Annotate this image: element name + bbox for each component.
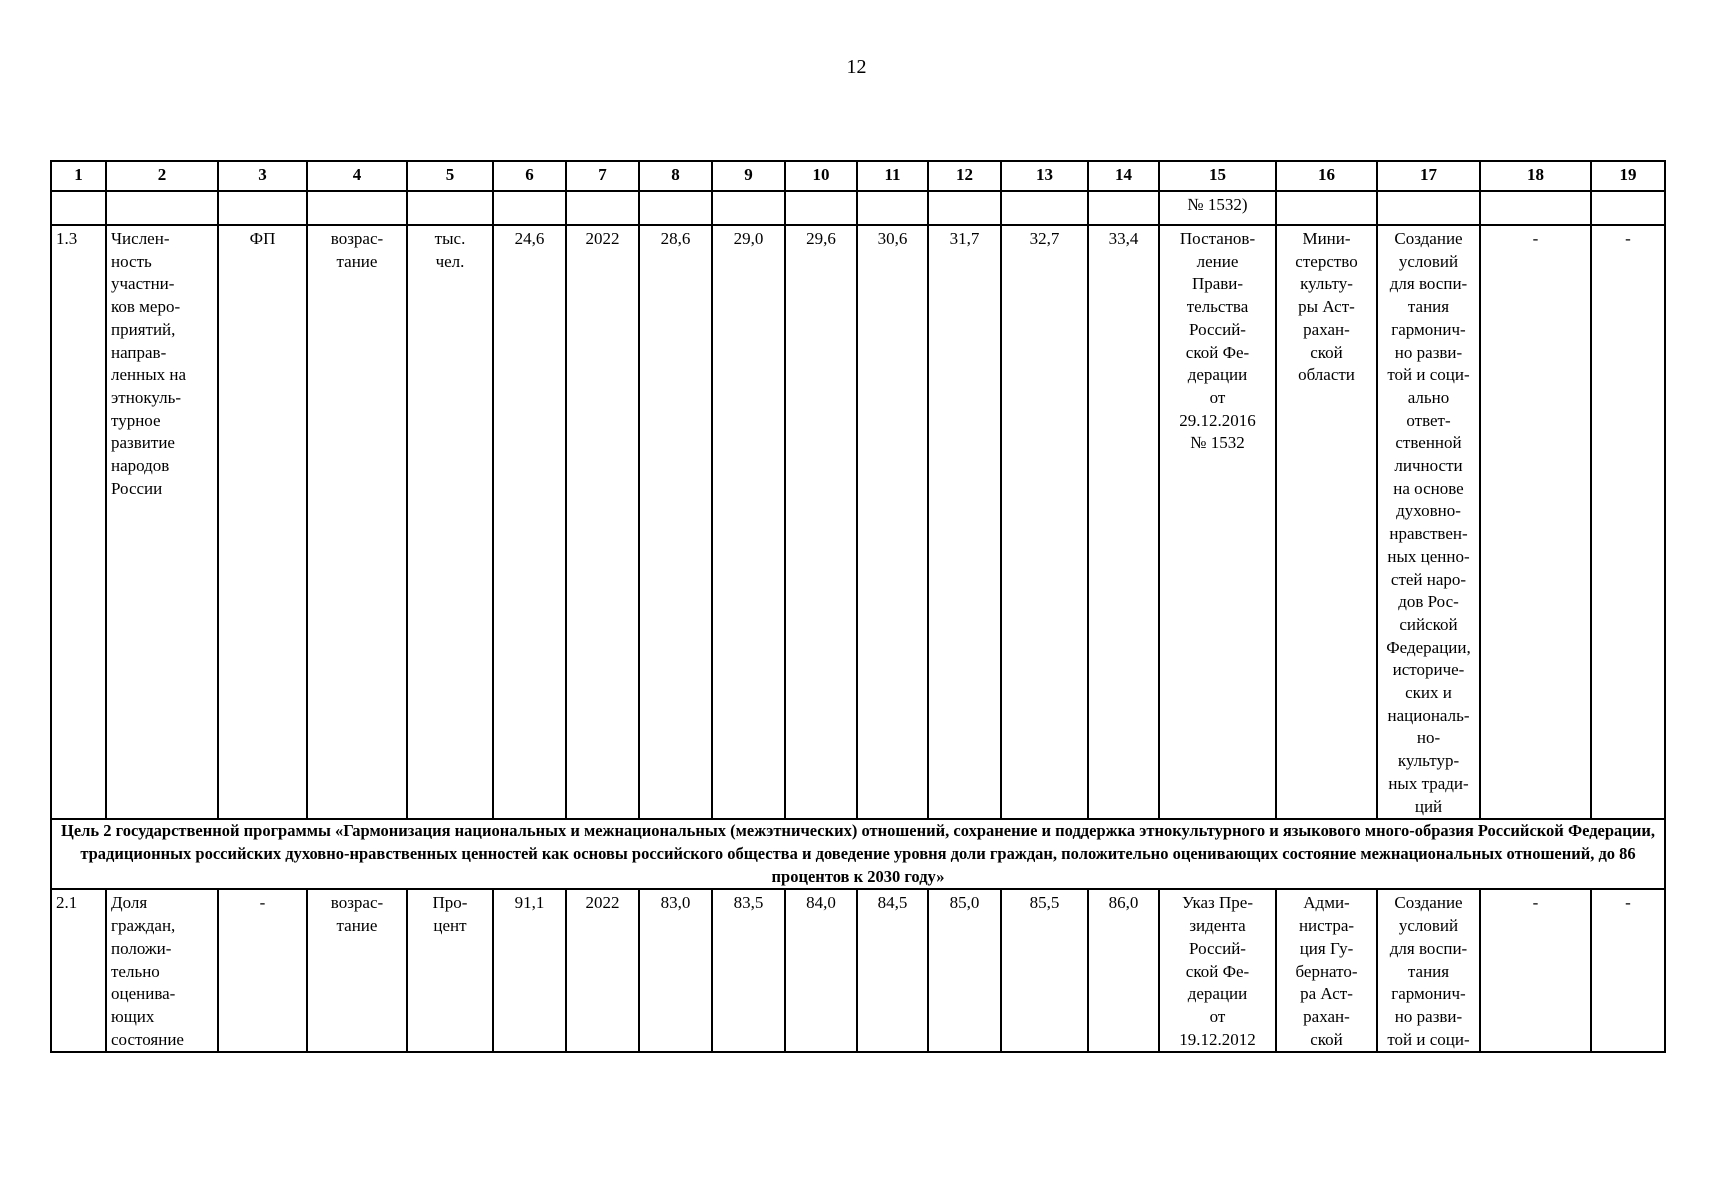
target-value-cell: 28,6 [639,225,712,819]
header-cell: 6 [493,161,566,191]
indicators-table [50,160,1666,1053]
unit-cell: тыс. чел. [407,225,493,819]
row-number-cell: 2.1 [51,889,106,1052]
header-cell: 16 [1276,161,1377,191]
table-cell [1001,191,1088,225]
header-cell: 1 [51,161,106,191]
header-cell: 11 [857,161,928,191]
col19-cell: - [1591,889,1665,1052]
target-value-cell: 84,5 [857,889,928,1052]
col19-cell: - [1591,225,1665,819]
header-cell: 18 [1480,161,1591,191]
table-cell [407,191,493,225]
target-value-cell: 84,0 [785,889,857,1052]
indicator-type-cell: ФП [218,225,307,819]
table-row-1-3 [51,225,1665,819]
base-year-cell: 2022 [566,225,639,819]
table-cell [1480,191,1591,225]
trend-cell: возрас- тание [307,225,407,819]
table-cell [1276,191,1377,225]
table-cell [106,191,218,225]
table-cell [218,191,307,225]
header-cell: 14 [1088,161,1159,191]
header-cell: 9 [712,161,785,191]
base-value-cell: 91,1 [493,889,566,1052]
connection-cell: Создание условий для воспи- тания гармонич- но разви- той и соци- [1377,889,1480,1052]
table-cell [785,191,857,225]
header-row [51,161,1665,191]
page-number: 12 [846,56,867,78]
continuation-document-cell: № 1532) [1159,191,1276,225]
target-value-cell: 83,5 [712,889,785,1052]
header-cell: 7 [566,161,639,191]
table-cell [639,191,712,225]
target-value-cell: 29,0 [712,225,785,819]
table-cell [51,191,106,225]
table-cell [928,191,1001,225]
base-value-cell: 24,6 [493,225,566,819]
goal-2-text: Цель 2 государственной программы «Гармонизация национальных и межнациональных (межэтнических) отношений, сохранение и поддержка этнокультурного и языкового много-образия Российской Федерации, традиционных российских духовно-нравственных ценностей как основы российского общества и доведение уровня доли граждан, положительно оценивающих состояние межнациональных отношений, до 86 процентов к 2030 году» [51,819,1665,889]
responsible-cell: Мини- стерство культу- ры Аст- рахан- ской области [1276,225,1377,819]
target-value-cell: 83,0 [639,889,712,1052]
target-value-cell: 30,6 [857,225,928,819]
header-cell: 19 [1591,161,1665,191]
indicator-name-cell: Числен- ность участни- ков меро- приятий, направ- ленных на этнокуль- турное развитие народов России [106,225,218,819]
target-value-cell: 32,7 [1001,225,1088,819]
target-value-cell: 85,5 [1001,889,1088,1052]
table-cell [1377,191,1480,225]
table-row-2-1 [51,889,1665,1052]
target-value-cell: 31,7 [928,225,1001,819]
indicator-type-cell: - [218,889,307,1052]
unit-cell: Про- цент [407,889,493,1052]
col18-cell: - [1480,889,1591,1052]
target-value-cell: 86,0 [1088,889,1159,1052]
header-cell: 5 [407,161,493,191]
table-cell [566,191,639,225]
header-cell: 12 [928,161,1001,191]
target-value-cell: 33,4 [1088,225,1159,819]
indicator-name-cell: Доля граждан, положи- тельно оценива- ющих состояние [106,889,218,1052]
row-number-cell: 1.3 [51,225,106,819]
target-value-cell: 85,0 [928,889,1001,1052]
col18-cell: - [1480,225,1591,819]
table-cell [1088,191,1159,225]
header-cell: 3 [218,161,307,191]
header-cell: 8 [639,161,712,191]
header-cell: 15 [1159,161,1276,191]
header-cell: 4 [307,161,407,191]
document-cell: Постанов- ление Прави- тельства Россий- ской Фе- дерации от 29.12.2016 № 1532 [1159,225,1276,819]
table-cell [307,191,407,225]
document-cell: Указ Пре- зидента Россий- ской Фе- дерации от 19.12.2012 [1159,889,1276,1052]
table-cell [493,191,566,225]
connection-cell: Создание условий для воспи- тания гармонич- но разви- той и соци- ально ответ- ственной личности на основе духовно- нравствен- ных ценно- стей наро- дов Рос- сийской Федерации, историче- ских и националь- но- культур- ных тради- ций [1377,225,1480,819]
trend-cell: возрас- тание [307,889,407,1052]
base-year-cell: 2022 [566,889,639,1052]
header-cell: 17 [1377,161,1480,191]
target-value-cell: 29,6 [785,225,857,819]
table-cell [712,191,785,225]
continuation-row [51,191,1665,225]
table-cell [1591,191,1665,225]
header-cell: 10 [785,161,857,191]
header-cell: 2 [106,161,218,191]
table-cell [857,191,928,225]
header-cell: 13 [1001,161,1088,191]
goal-row [51,819,1665,889]
responsible-cell: Адми- нистра- ция Гу- бернато- ра Аст- рахан- ской [1276,889,1377,1052]
